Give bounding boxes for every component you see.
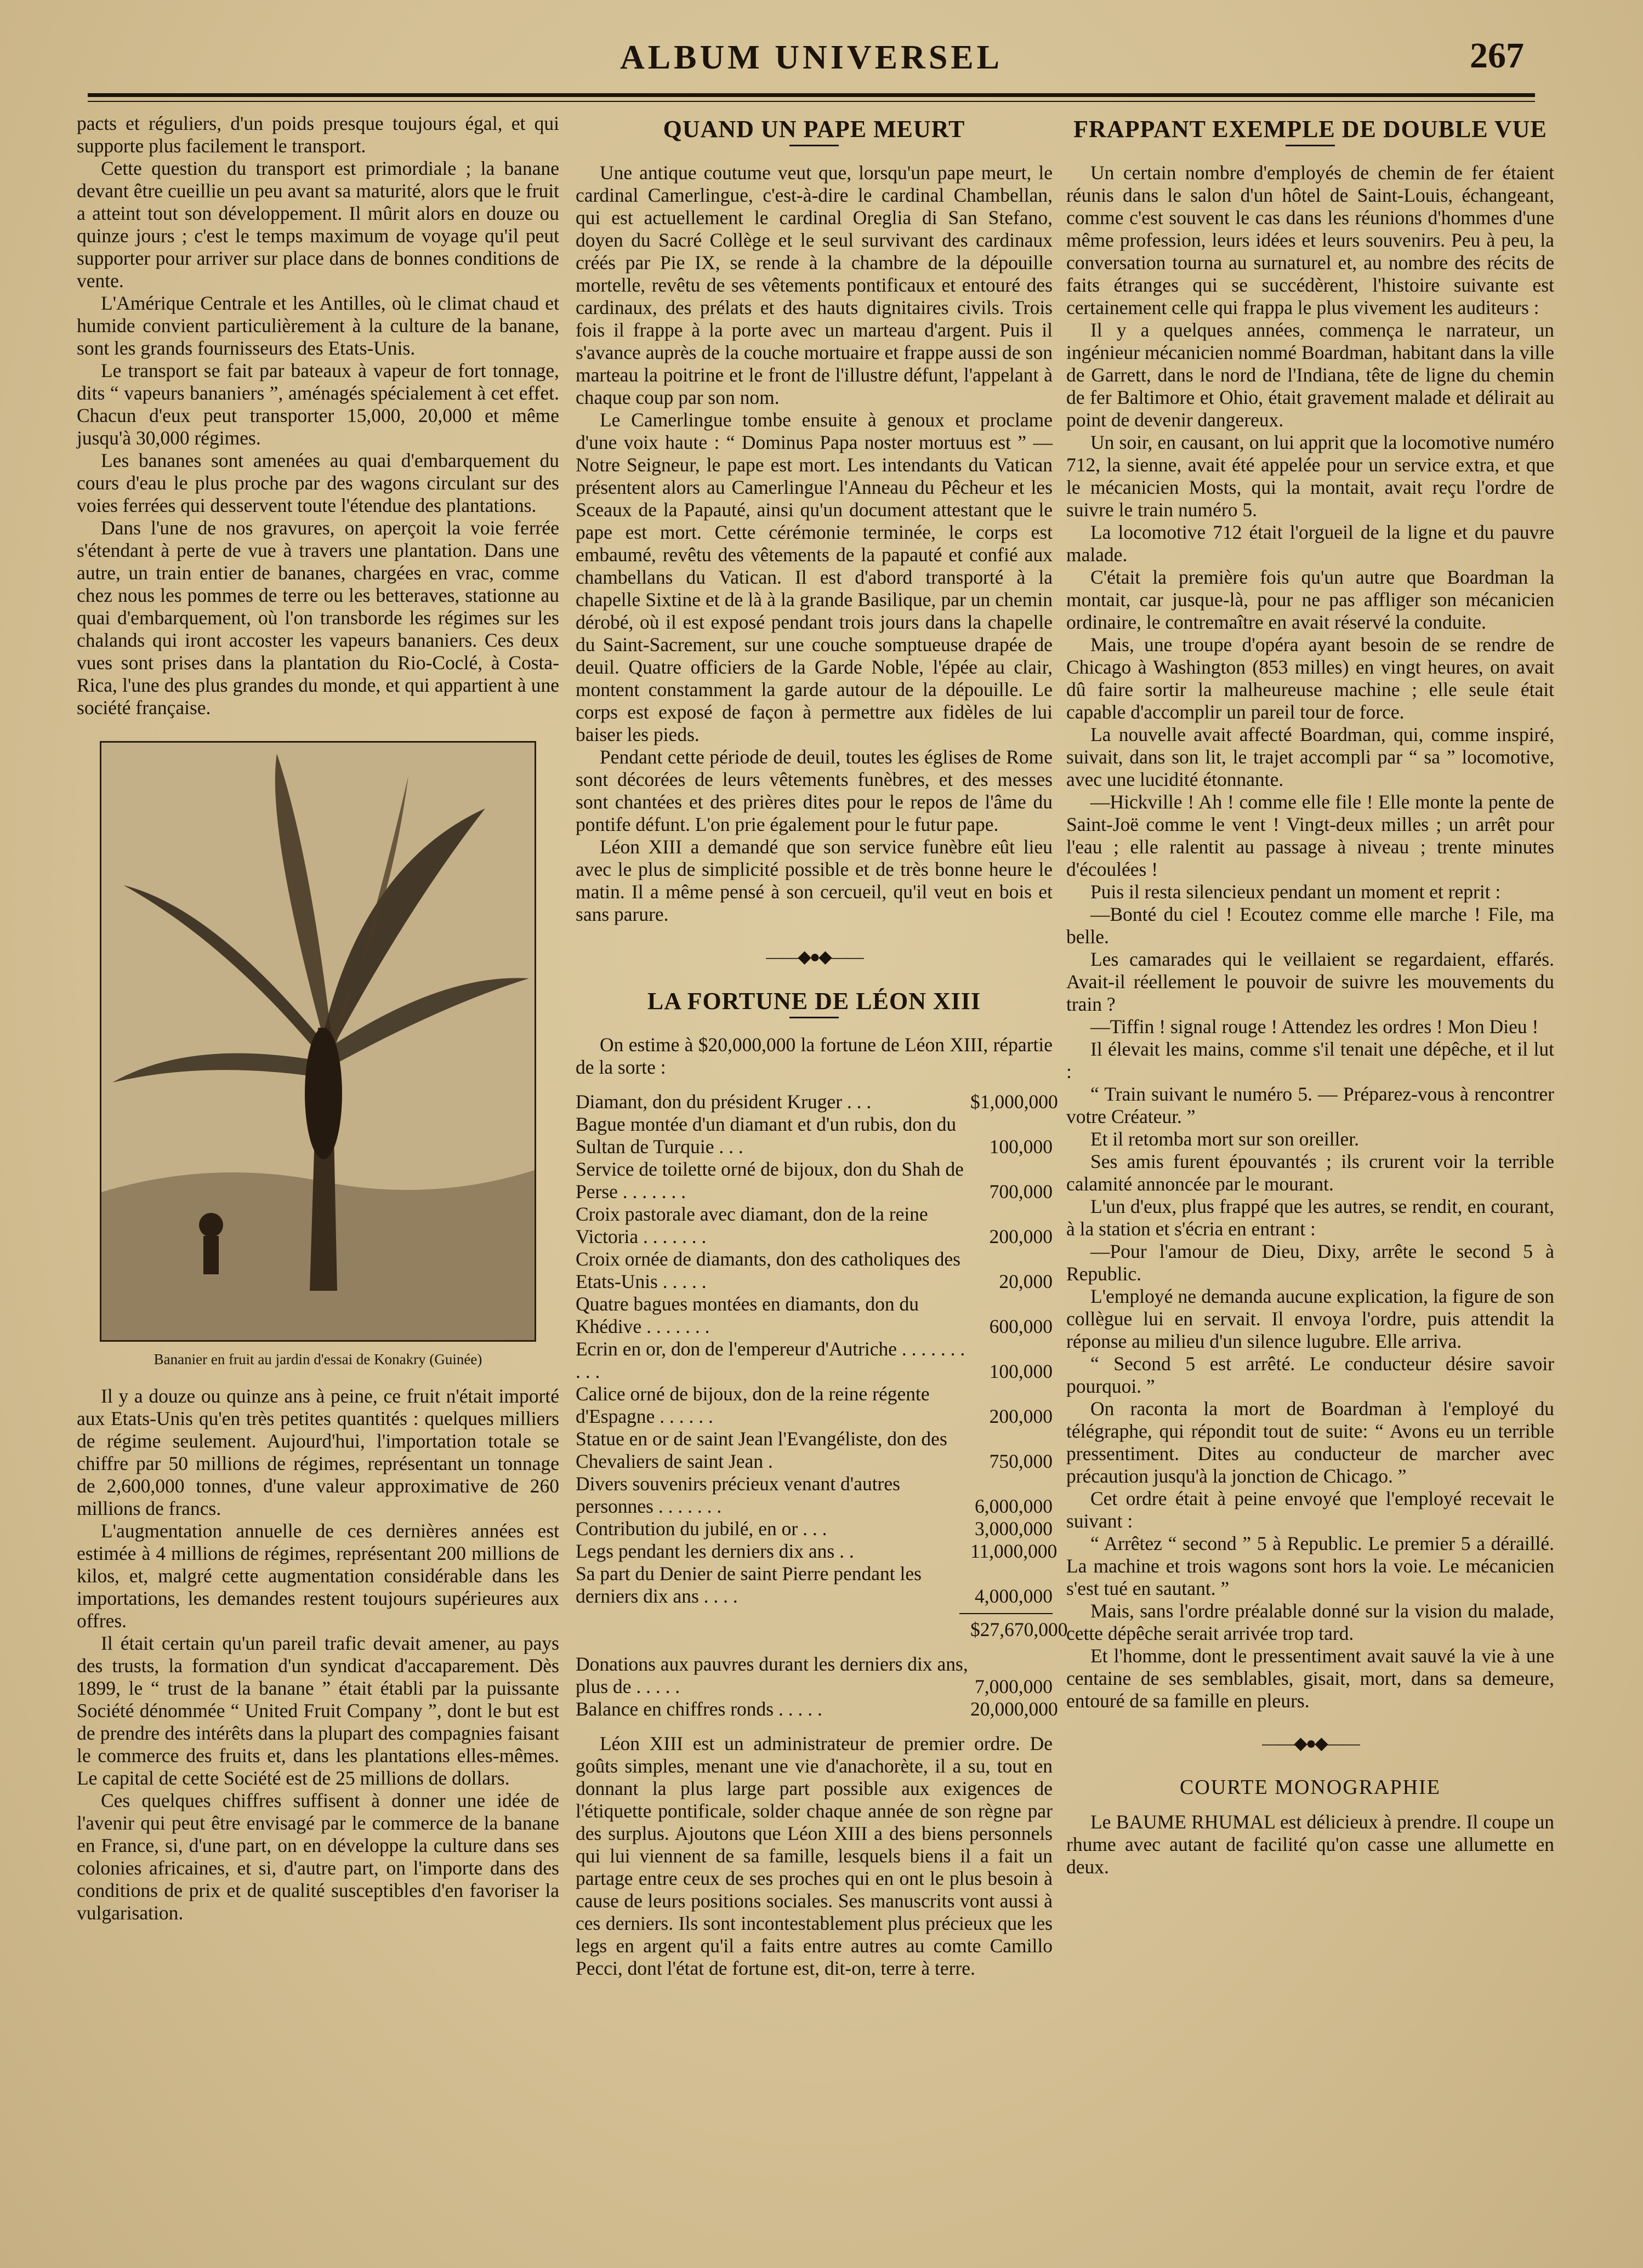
paragraph: Et il retomba mort sur son oreiller. <box>1090 1128 1359 1150</box>
item-label: Diamant, don du président Kruger . . . <box>576 1091 872 1113</box>
item-amount: 6,000,000 <box>975 1495 1053 1517</box>
paragraph: L'un d'eux, plus frappé que les autres, se rendit, en courant, à la station et s'écria en entrant : <box>1066 1195 1554 1240</box>
paragraph: Dans l'une de nos gravures, on aperçoit la voie ferrée s'étendant à perte de vue à travers une plantation. Dans une autre, un train entier de bananes, chargées en vrac, comme chez nous les pommes de terre ou les betteraves, stationne au quai d'embarquement, où l'on transborde les régimes sur les chalands qui iront accoster les vapeurs bananiers. Ces deux vues sont prises dans la plantation du Rio-Coclé, à Costa-Rica, l'une des plus grandes du monde, et qui appartient à une société française. <box>77 517 559 719</box>
item-amount: $1,000,000 <box>970 1091 1058 1113</box>
item-amount: 200,000 <box>989 1226 1053 1247</box>
item-amount: 11,000,000 <box>970 1540 1058 1562</box>
paragraph: —Hickville ! Ah ! comme elle file ! Elle monte la pente de Saint-Joë comme le vent ! Vingt-deux milles ; un arrêt pour l'eau ; elle ralentit au passage à niveau ; trente minutes d'écoulées ! <box>1066 791 1554 880</box>
paragraph: Il était certain qu'un pareil trafic devait amener, au pays des trusts, la formation d'un syndicat d'accaparement. Dès 1899, le “ trust de la banane ” était établi par la puissante Société dénommée “ United Fruit Company ”, dont le but est de prendre des intérêts dans la plupart des compagnies faisant le commerce des fruits et, dans les plantations elles-mêmes. Le capital de cette Société est de 25 millions de dollars. <box>77 1632 559 1789</box>
paragraph: Il y a quelques années, commença le narrateur, un ingénieur mécanicien nommé Boardman, habitant dans la ville de Garrett, dans le nord de l'Indiana, tête de ligne du chemin de fer Baltimore et Ohio, était gravement malade et délirait au point de devenir dangereux. <box>1066 319 1554 431</box>
item-label: Contribution du jubilé, en or . . . <box>576 1518 827 1540</box>
item-label: Bague montée d'un diamant et d'un rubis, don du Sultan de Turquie . . . <box>576 1113 957 1158</box>
list-item <box>576 1248 1053 1293</box>
paragraph: “ Arrêtez “ second ” 5 à Republic. Le premier 5 a déraillé. La machine et trois wagons sont hors la voie. Le mécanicien s'est tué en sautant. ” <box>1066 1532 1554 1599</box>
list-item <box>576 1383 1053 1428</box>
banana-tree-figure <box>77 741 559 1371</box>
paragraph: Il y a douze ou quinze ans à peine, ce fruit n'était importé aux Etats-Unis qu'en très petites quantités : quelques milliers de régime seulement. Aujourd'hui, l'importation totale se chiffre par 50 millions de régimes, représentant un tonnage de 2,600,000 tonnes, d'une valeur approximative de 260 millions de francs. <box>77 1385 559 1519</box>
item-label: Calice orné de bijoux, don de la reine régente d'Espagne . . . . . . <box>576 1383 930 1427</box>
paragraph: “ Train suivant le numéro 5. — Préparez-vous à rencontrer votre Créateur. ” <box>1066 1083 1554 1127</box>
item-amount: 750,000 <box>989 1450 1053 1472</box>
paragraph: Puis il resta silencieux pendant un moment et reprit : <box>1090 881 1501 903</box>
paragraph: Mais, sans l'ordre préalable donné sur la vision du malade, cette dépêche serait arrivée trop tard. <box>1066 1600 1554 1644</box>
paragraph: Cet ordre était à peine envoyé que l'employé recevait le suivant : <box>1066 1488 1554 1532</box>
column-1 <box>77 112 559 1924</box>
paragraph: Un certain nombre d'employés de chemin de fer étaient réunis dans le salon d'un hôtel de Saint-Louis, échangeant, comme c'est souvent le cas dans les réunions d'hommes d'une même profession, leurs idées et leurs souvenirs. Peu à peu, la conversation tourna au surnaturel et, au nombre des récits de faits étranges qui se succédèrent, l'histoire suivante est certainement celle qui frappa le plus vivement les auditeurs : <box>1066 162 1554 318</box>
item-label: Statue en or de saint Jean l'Evangéliste, don des Chevaliers de saint Jean . <box>576 1428 947 1472</box>
article-headline: QUAND UN PAPE MEURT <box>663 116 965 143</box>
headline-rule <box>789 1017 839 1018</box>
paragraph: Il élevait les mains, comme s'il tenait une dépêche, et il lut : <box>1066 1038 1554 1082</box>
paragraph: Le BAUME RHUMAL est délicieux à prendre. Il coupe un rhume avec autant de facilité qu'on casse une allumette en deux. <box>1066 1811 1554 1878</box>
paragraph: La locomotive 712 était l'orgueil de la ligne et du pauvre malade. <box>1066 521 1554 566</box>
list-item <box>576 1473 1053 1518</box>
section-subhead: COURTE MONOGRAPHIE <box>1179 1776 1441 1799</box>
article-headline: LA FORTUNE DE LÉON XIII <box>647 988 981 1015</box>
total-row <box>576 1619 1068 1641</box>
item-label: Legs pendant les derniers dix ans . . <box>576 1540 854 1562</box>
item-label: Quatre bagues montées en diamants, don du Khédive . . . . . . . <box>576 1293 919 1337</box>
item-amount: 3,000,000 <box>975 1518 1053 1540</box>
item-amount: 200,000 <box>989 1405 1053 1427</box>
item-label: Sa part du Denier de saint Pierre pendant les derniers dix ans . . . . <box>576 1563 922 1607</box>
ornament-divider: ――◆●◆―― <box>766 947 862 966</box>
paragraph: pacts et réguliers, d'un poids presque toujours égal, et qui supporte plus facilement le transport. <box>77 112 559 157</box>
paragraph: —Tiffin ! signal rouge ! Attendez les ordres ! Mon Dieu ! <box>1090 1016 1539 1038</box>
column-2 <box>576 112 1068 1980</box>
paragraph: Léon XIII a demandé que son service funèbre eût lieu avec le plus de simplicité possible et de très bonne heure le matin. Il a même pensé à son cercueil, qu'il veut en bois et sans parure. <box>576 836 1053 925</box>
headline-rule <box>1286 145 1335 146</box>
paragraph: Ces quelques chiffres suffisent à donner une idée de l'avenir qui peut être envisagé par le commerce de la banane en France, si, d'une part, on en développe la culture dans ses colonies africaines, et si, d'autre part, on l'importe dans des conditions de prix et de qualité susceptibles d'en favoriser la vulgarisation. <box>77 1790 559 1924</box>
item-amount: 20,000,000 <box>970 1698 1058 1720</box>
banana-tree-illustration <box>101 743 535 1340</box>
page-header <box>88 33 1535 104</box>
paragraph: On raconta la mort de Boardman à l'employé du télégraphe, qui répondit tout de suite: “ Avons eu un terrible pressentiment. Dites au conducteur de marcher avec précaution jusqu'à la jonction de Chicago. ” <box>1066 1398 1554 1487</box>
header-rule <box>88 93 1535 97</box>
item-amount: 20,000 <box>999 1270 1053 1292</box>
item-amount: 600,000 <box>989 1315 1053 1337</box>
paragraph: —Pour l'amour de Dieu, Dixy, arrête le second 5 à Republic. <box>1066 1240 1554 1285</box>
list-item <box>576 1091 1058 1113</box>
list-item <box>576 1293 1053 1338</box>
paragraph: Léon XIII est un administrateur de premier ordre. De goûts simples, menant une vie d'anachorète, il a su, tout en donnant la plus large part possible aux exigences de l'étiquette pontificale, solder chaque année de son règne par des surplus. Ajoutons que Léon XIII a des biens personnels qui lui viennent de sa famille, lesquels biens il a fait un partage entre ceux de ses proches qui en ont le plus besoin à cause de leurs positions sociales. Ses manuscrits vont aussi à ces derniers. Ils sont incontestablement plus précieux que les legs en argent qu'il a faits entre autres au comte Camillo Pecci, dont l'état de fortune est, dit-on, terre à terre. <box>576 1733 1053 1979</box>
list-item <box>576 1563 1053 1608</box>
list-item <box>576 1698 1058 1720</box>
ornament-divider: ――◆●◆―― <box>1262 1733 1358 1753</box>
paragraph: Mais, une troupe d'opéra ayant besoin de se rendre de Chicago à Washington (853 milles) en vingt heures, on avait dû faire sortir la malheureuse machine ; elle seule était capable d'accomplir un pareil tour de force. <box>1066 634 1554 723</box>
paragraph: Pendant cette période de deuil, toutes les églises de Rome sont décorées de leurs vêtements funèbres, et des messes sont chantées et des prières dites pour le repos de l'âme du pontife défunt. L'on prie également pour le futur pape. <box>576 746 1053 835</box>
paragraph: Cette question du transport est primordiale ; la banane devant être cueillie un peu avant sa maturité, alors que le fruit a atteint tout son développement. Il mûrit alors en douze ou quinze jours ; c'est le temps maximum de voyage qu'il peut supporter pour arriver sur place dans de bonnes conditions de vente. <box>77 157 559 292</box>
item-amount: 100,000 <box>989 1360 1053 1382</box>
item-label: Croix pastorale avec diamant, don de la reine Victoria . . . . . . . <box>576 1203 928 1247</box>
list-item <box>576 1158 1053 1203</box>
list-item <box>576 1113 1053 1158</box>
paragraph: Un soir, en causant, on lui apprit que la locomotive numéro 712, la sienne, avait été appelée pour un service extra, et que le mécanicien Mosts, qui la montait, avait reçu l'ordre de suivre le train numéro 5. <box>1066 431 1554 521</box>
paragraph: Le Camerlingue tombe ensuite à genoux et proclame d'une voix haute : “ Dominus Papa noster mortuus est ” — Notre Seigneur, le pape est mort. Les intendants du Vatican présentent alors au Camerlingue l'Anneau du Pêcheur et les Sceaux de la Papauté, ainsi qu'un document attestant que le pape est mort. Cette cérémonie terminée, le corps est embaumé, revêtu des vêtements de la papauté et confié aux chambellans du Vatican. Il est d'abord transporté à la chapelle Sixtine et de là à la grande Basilique, par un chemin dérobé, où il est exposé pendant trois jours dans la chapelle du Saint-Sacrement, sur une couche somptueuse drapée de deuil. Quatre officiers de la Garde Noble, l'épée au clair, montent constamment la garde autour de la dépouille. Le corps est exposé de façon à permettre aux fidèles de lui baiser les pieds. <box>576 409 1053 745</box>
total-rule <box>959 1613 1053 1614</box>
item-label: Service de toilette orné de bijoux, don du Shah de Perse . . . . . . . <box>576 1158 964 1203</box>
paragraph: La nouvelle avait affecté Boardman, qui, comme inspiré, suivait, dans son lit, le trajet accompli par “ sa ” locomotive, avec une lucidité étonnante. <box>1066 723 1554 790</box>
paragraph: Le transport se fait par bateaux à vapeur de fort tonnage, dits “ vapeurs bananiers ”, aménagés spécialement à cet effet. Chacun d'eux peut transporter 15,000, 20,000 et même jusqu'à 30,000 régimes. <box>77 360 559 449</box>
item-label: Balance en chiffres ronds . . . . . <box>576 1698 822 1720</box>
figure-caption: Bananier en fruit au jardin d'essai de Konakry (Guinée) <box>154 1351 482 1367</box>
paragraph: L'augmentation annuelle de ces dernières années est estimée à 4 millions de régimes, représentant 200 millions de kilos, et, malgré cette augmentation considérable dans les importations, les demandes restent toujours supérieures aux offres. <box>77 1520 559 1632</box>
page-number: 267 <box>1470 36 1524 76</box>
item-amount: 7,000,000 <box>975 1676 1053 1697</box>
item-amount: 100,000 <box>989 1136 1053 1158</box>
paragraph: “ Second 5 est arrêté. Le conducteur désire savoir pourquoi. ” <box>1066 1353 1554 1397</box>
list-item <box>576 1518 1053 1540</box>
total-amount: $27,670,000 <box>970 1619 1068 1640</box>
paragraph: L'Amérique Centrale et les Antilles, où le climat chaud et humide convient particulièrement à la culture de la banane, sont les grands fournisseurs des Etats-Unis. <box>77 292 559 359</box>
paragraph: Ses amis furent épouvantés ; ils crurent voir la terrible calamité annoncée par le mourant. <box>1066 1150 1554 1195</box>
paragraph: Les camarades qui le veillaient se regardaient, effarés. Avait-il réellement le pouvoir de suivre les mouvements du train ? <box>1066 948 1554 1015</box>
paragraph: Les bananes sont amenées au quai d'embarquement du cours d'eau le plus proche par des wagons circulant sur des voies ferrées qui desservent toute l'étendue des plantations. <box>77 449 559 516</box>
list-item <box>576 1428 1053 1473</box>
paragraph: Une antique coutume veut que, lorsqu'un pape meurt, le cardinal Camerlingue, c'est-à-dire le cardinal Chambellan, qui est actuellement le cardinal Oreglia di San Stefano, doyen du Sacré Collège et le seul survivant des cardinaux créés par Pie IX, se rende à la chambre de la dépouille mortelle, revêtu de ses vêtements pontificaux et entouré des cardinaux, des prélats et des hauts dignitaires civils. Trois fois il frappe à la porte avec un marteau d'argent. Puis il s'avance auprès de la couche mortuaire et frappe aussi de son marteau la poitrine et le front de l'illustre défunt, l'appelant à chaque coup par son nom. <box>576 162 1053 408</box>
fortune-list <box>576 1091 1068 1720</box>
banana-tree-engraving <box>100 741 536 1342</box>
header-rule-thin <box>88 101 1535 102</box>
item-amount: 700,000 <box>989 1181 1053 1203</box>
item-label: Ecrin en or, don de l'empereur d'Autriche . . . . . . . . . . <box>576 1338 965 1382</box>
list-item <box>576 1540 1058 1563</box>
list-item <box>576 1203 1053 1248</box>
item-label: Donations aux pauvres durant les derniers dix ans, plus de . . . . . <box>576 1653 968 1697</box>
article-headline: FRAPPANT EXEMPLE DE DOUBLE VUE <box>1073 116 1547 143</box>
list-item <box>576 1653 1053 1698</box>
paragraph: Et l'homme, dont le pressentiment avait sauvé la vie à une centaine de ses semblables, gisait, mort, dans sa demeure, entouré de sa famille en pleurs. <box>1066 1645 1554 1712</box>
masthead-title: ALBUM UNIVERSEL <box>619 39 1003 76</box>
column-3 <box>1066 112 1554 1878</box>
item-label: Croix ornée de diamants, don des catholiques des Etats-Unis . . . . . <box>576 1248 960 1292</box>
paragraph: C'était la première fois qu'un autre que Boardman la montait, car jusque-là, pour ne pas affliger son mécanicien ordinaire, le contremaître en avait réservé la conduite. <box>1066 566 1554 633</box>
headline-rule <box>789 145 839 146</box>
paragraph: —Bonté du ciel ! Ecoutez comme elle marche ! File, ma belle. <box>1066 903 1554 948</box>
item-amount: 4,000,000 <box>975 1585 1053 1607</box>
paragraph: On estime à $20,000,000 la fortune de Léon XIII, répartie de la sorte : <box>576 1034 1053 1078</box>
list-item <box>576 1338 1053 1383</box>
paragraph: L'employé ne demanda aucune explication, la figure de son collègue lui en servait. Il envoya l'ordre, puis attendit la réponse au milieu d'un silence lugubre. Elle arriva. <box>1066 1285 1554 1352</box>
item-label: Divers souvenirs précieux venant d'autres personnes . . . . . . . <box>576 1473 900 1517</box>
